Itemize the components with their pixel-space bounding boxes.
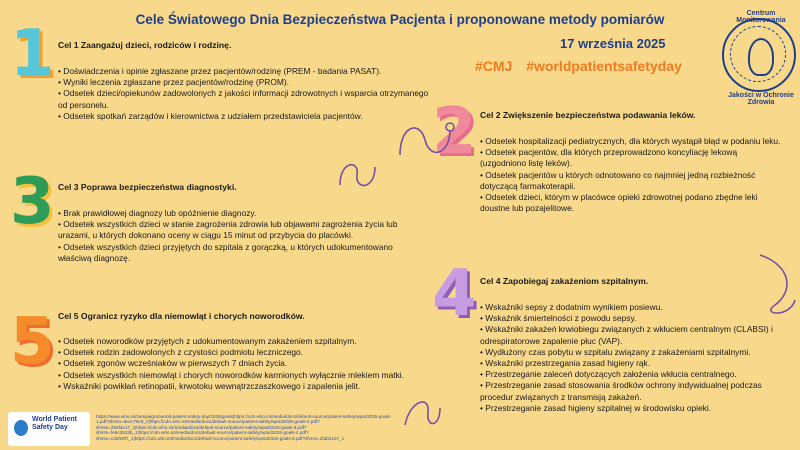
goal-4-number: 4 — [432, 257, 477, 331]
list-item: • Wyniki leczenia zgłaszane przez pacjentów/rodzinę (PROM). — [58, 77, 438, 88]
hashtags — [475, 58, 692, 74]
list-item: • Odsetek wszystkich dzieci w stanie zagrożenia zdrowia lub objawami zagrożenia życia lub urazami, u których dokonano oceny w ciągu 15 minut od przybycia do placówki. — [58, 219, 428, 241]
cmj-logo — [722, 10, 796, 106]
list-item: • Przestrzeganie zaleceń dotyczących założenia wkłucia centralnego. — [480, 369, 785, 380]
source-links[interactable]: https://www.who.int/campaigns/world-patient-safety-day/2025/goals|https://cdn.who.int/media/docs/default-source/patient-safety/wpsd2025-goals-1.pdf?sfvrsn=5ecc78c8_2|https://cdn.who.int/media/docs/default-source/patient-safety/wpsd2025-goals-2.pdf?sfvrsn=2b5f2e17_1|https://cdn.who.int/media/docs/default-source/patient-safety/wpsd2025-goals-3.pdf?sfvrsn=fe8c0913b_1|https://cdn.who.int/media/docs/default-source/patient-safety/wpsd2025-goals-4.pdf?sfvrsn=c25fe8f7_1|https://cdn.who.int/media/docs/default-source/patient-safety/wpsd2025-goals-5.pdf?sfvrsn=2fab2107_1 — [96, 414, 392, 441]
patient-icon — [14, 420, 28, 436]
list-item: • Brak prawidłowej diagnozy lub opóźnienie diagnozy. — [58, 208, 428, 219]
world-patient-safety-day-logo — [8, 412, 90, 446]
stethoscope-icon — [335, 155, 380, 195]
goal-5-number: 5 — [10, 305, 55, 379]
logo-top-text: Centrum Monitorowania — [736, 10, 786, 24]
list-item: • Wskaźniki powikłań retinopatii, krwotoku wewnątrzczaszkowego i zapalenia jelit. — [58, 381, 438, 392]
list-item: • Odsetek dzieci/opiekunów zadowolonych z jakości informacji zdrowotnych i wsparcia otrzymanego od personelu. — [58, 88, 438, 110]
list-item: • Odsetek zgonów wcześniaków w pierwszych 7 dniach życia. — [58, 358, 438, 369]
goal-3-title: Cel 3 Poprawa bezpieczeństwa diagnostyki. — [58, 182, 237, 192]
stethoscope-icon — [750, 250, 800, 320]
list-item: • Odsetek pacjentów u których odnotowano co najmniej jedną rozbieżność dotyczącą farmakoterapii. — [480, 170, 785, 192]
goal-3-list — [58, 208, 428, 264]
page-title: Cele Światowego Dnia Bezpieczeństwa Pacjenta i proponowane metody pomiarów — [135, 12, 665, 27]
stethoscope-icon — [395, 115, 455, 165]
list-item: • Przestrzeganie zasad higieny szpitalnej w środowisku opieki. — [480, 403, 785, 414]
list-item: • Doświadczenia i opinie zgłaszane przez pacjentów/rodzinę (PREM - badania PASAT). — [58, 66, 438, 77]
list-item: • Wskaźniki zakażeń krwiobiegu związanych z wkłuciem centralnym (CLABSI) i odrespiratorowe zapalenie płuc (VAP). — [480, 324, 785, 346]
goal-5-list — [58, 336, 438, 392]
list-item: • Odsetek wszystkich dzieci przyjętych do szpitala z gorączką, u których udokumentowano właściwą diagnozę. — [58, 242, 428, 264]
list-item: • Odsetek noworodków przyjętych z udokumentowanym zakażeniem szpitalnym. — [58, 336, 438, 347]
event-date: 17 września 2025 — [560, 36, 666, 51]
logo-bottom-text: Jakości w Ochronie Zdrowia — [728, 92, 794, 106]
goal-1-title: Cel 1 Zaangażuj dzieci, rodziców i rodzinę. — [58, 40, 232, 50]
goal-4-title: Cel 4 Zapobiegaj zakażeniom szpitalnym. — [480, 276, 649, 286]
list-item: • Odsetek dzieci, którym w placówce opieki zdrowotnej podano zbędne leki doustne lub pozajelitowe. — [480, 192, 785, 214]
goal-3-number: 3 — [10, 165, 55, 239]
goal-2-number: 2 — [432, 95, 477, 169]
list-item: • Przestrzeganie zasad stosowania środków ochrony indywidualnej podczas procedur związanych z transmisją zakażeń. — [480, 380, 785, 402]
list-item: • Odsetek pacjentów, dla których przeprowadzono koncyliację lekową (uzgodniono listę leków). — [480, 147, 785, 169]
goal-5-title: Cel 5 Ogranicz ryzyko dla niemowląt i chorych noworodków. — [58, 311, 305, 321]
goal-2-title: Cel 2 Zwiększenie bezpieczeństwa podawania leków. — [480, 110, 696, 120]
hashtag-wpsd[interactable]: #worldpatientsafetyday — [526, 58, 682, 74]
list-item: • Odsetek spotkań zarządów i kierownictwa z udziałem przedstawiciela pacjentów. — [58, 111, 438, 122]
goal-2-list — [480, 136, 785, 214]
caduceus-icon — [748, 38, 774, 76]
goal-1-number: 1 — [10, 17, 55, 91]
hashtag-cmj[interactable]: #CMJ — [475, 58, 513, 74]
list-item: • Odsetek wszystkich niemowląt i chorych noworodków karmionych wyłącznie mlekiem matki. — [58, 370, 438, 381]
list-item: • Wskaźniki przestrzegania zasad higieny rąk. — [480, 358, 785, 369]
list-item: • Wydłużony czas pobytu w szpitalu związany z zakażeniami szpitalnymi. — [480, 347, 785, 358]
list-item: • Wskaźniki sepsy z dodatnim wynikiem posiewu. — [480, 302, 785, 313]
stethoscope-icon — [400, 390, 445, 435]
wpsd-logo-text: World Patient Safety Day — [32, 416, 77, 431]
goal-4-list — [480, 302, 785, 414]
list-item: • Odsetek rodzin zadowolonych z czystości podmiotu leczniczego. — [58, 347, 438, 358]
goal-1-list — [58, 66, 438, 122]
list-item: • Odsetek hospitalizacji pediatrycznych, dla których wystąpił błąd w podaniu leku. — [480, 136, 785, 147]
list-item: • Wskaźnik śmiertelności z powodu sepsy. — [480, 313, 785, 324]
